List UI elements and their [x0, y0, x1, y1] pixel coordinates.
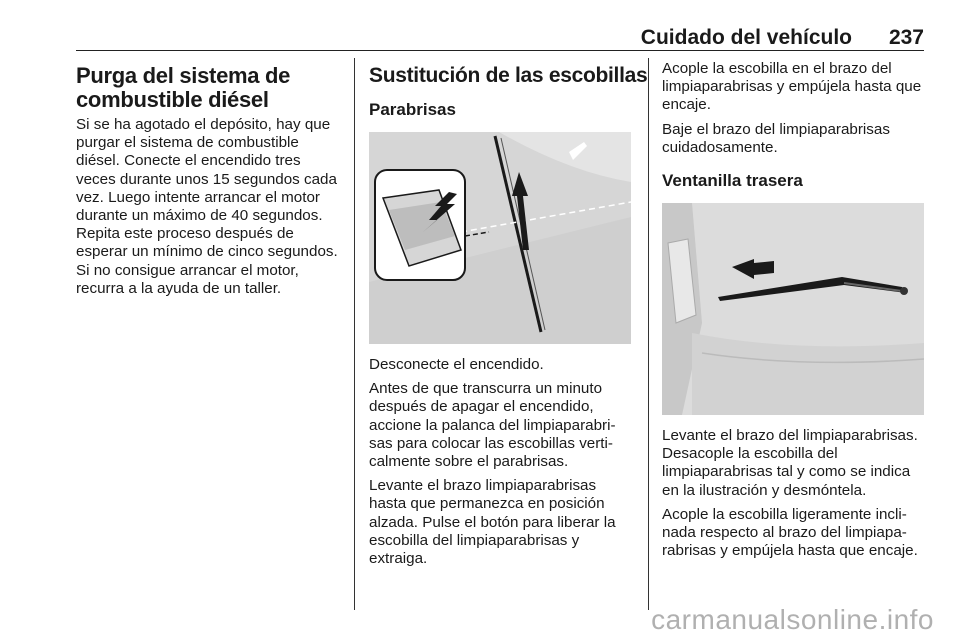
paragraph: Acople la escobilla en el brazo del limpiaparabrisas y empújela hasta que encaje. [662, 60, 922, 114]
subheading-rear-window: Ventanilla trasera [662, 171, 803, 191]
paragraph: Antes de que transcurra un minuto después de apagar el encendido, accione la palanca del limpiaparabrisas para colocar las escobillas verticalmente sobre el parabrisas. [369, 380, 616, 471]
page-header [76, 14, 924, 51]
paragraph: Levante el brazo del limpiaparabrisas. Desacople la escobilla del limpiaparabrisas tal y como se indica en la ilustración y desmóntela. [662, 427, 918, 499]
column-wiper-continued [662, 60, 926, 566]
paragraph: Baje el brazo del limpiaparabrisas cuidadosamente. [662, 120, 890, 156]
column-divider [354, 58, 355, 610]
rear-wiper-illustration [662, 203, 924, 415]
subheading-windshield: Parabrisas [369, 100, 456, 119]
paragraph: Desconecte el encendido. [369, 356, 544, 373]
column-wiper-replacement [369, 60, 648, 574]
column-diesel-purge [76, 60, 344, 304]
windshield-wiper-illustration [369, 132, 631, 344]
paragraph: Si se ha agotado el depósito, hay que purgar el sistema de combustible diésel. Conecte el encendido tres veces durante unos 15 segundos cada vez. Luego intente arrancar el motor durante un máximo de 40 segundos. Repita este proceso después de esperar un mínimo de cinco segundos. Si no consigue arrancar el motor, recurra a la ayuda de un taller. [76, 116, 338, 297]
heading-diesel-purge: Purga del sistema de combustible diésel [76, 63, 291, 112]
section-title: Cuidado del vehículo [640, 26, 852, 49]
heading-wiper-replacement: Sustitución de las escobillas [369, 64, 648, 87]
paragraph: Levante el brazo limpiaparabrisas hasta que permanezca en posición alzada. Pulse el botón para liberar la escobilla del limpiaparabrisas y extraiga. [369, 477, 616, 568]
watermark: carmanualsonline.info [651, 604, 934, 635]
column-divider [648, 58, 649, 610]
paragraph: Acople la escobilla ligeramente inclinada respecto al brazo del limpiaparabrisas y empújela hasta que encaje. [662, 505, 918, 560]
page-number: 237 [888, 26, 924, 49]
